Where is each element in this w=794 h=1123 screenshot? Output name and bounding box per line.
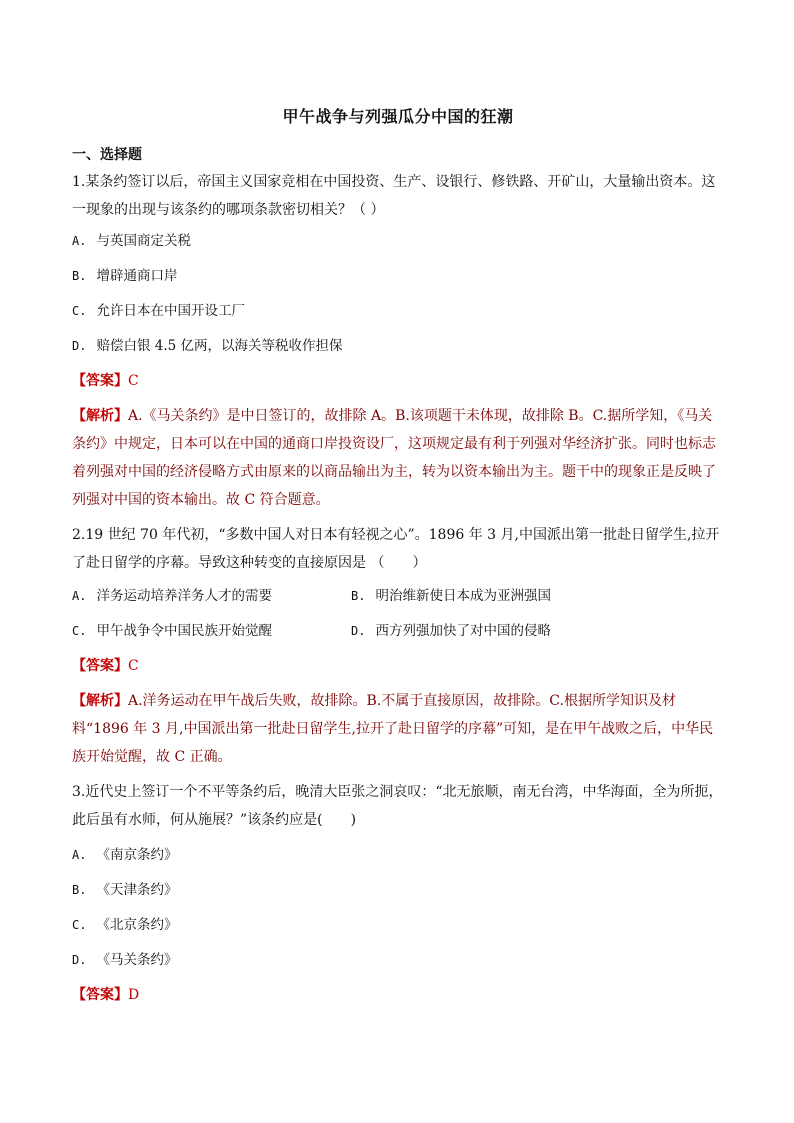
option-key: C.: [72, 624, 87, 638]
explanation-text: A.洋务运动在甲午战后失败，故排除。B.不属于直接原因，故排除。C.根据所学知识及材料“1896 年 3 月,中国派出第一批赴日留学生,拉开了赴日留学的序幕”可知，是在甲午战败之后，中华民族开始觉醒，故 C 正确。: [72, 693, 714, 765]
question-1-explanation: [72, 402, 724, 514]
option-key: B.: [72, 269, 87, 283]
option-key: B.: [351, 589, 366, 603]
answer-label: 【答案】: [72, 373, 128, 389]
option-text: 《马关条约》: [96, 952, 178, 968]
option-text: 甲午战争令中国民族开始觉醒: [96, 623, 272, 639]
option-text: 西方列强加快了对中国的侵略: [375, 623, 551, 639]
explanation-label: 【解析】: [72, 408, 128, 424]
question-3-answer: [72, 985, 139, 1005]
option-text: 《北京条约》: [96, 917, 178, 933]
answer-value: D: [128, 987, 140, 1003]
question-1-answer: [72, 371, 139, 391]
question-3-stem: 3.近代史上签订一个不平等条约后，晚清大臣张之洞哀叹：“北无旅顺，南无台湾，中华海面，全为所扼，此后虽有水师，何从施展？”该条约应是( ): [72, 784, 723, 828]
option-text: 《天津条约》: [96, 882, 178, 898]
answer-value: C: [128, 373, 139, 389]
option-key: A.: [72, 234, 87, 248]
option-text: 洋务运动培养洋务人才的需要: [96, 588, 272, 604]
question-2-answer: [72, 656, 139, 676]
answer-label: 【答案】: [72, 658, 128, 674]
option-key: A.: [72, 848, 87, 862]
question-3-option-d: [72, 950, 177, 970]
option-text: 赔偿白银 4.5 亿两，以海关等税收作担保: [96, 338, 343, 354]
question-1-option-b: [72, 266, 177, 286]
question-2-option-a: [72, 586, 272, 606]
question-2-option-b: [351, 586, 551, 606]
question-2-stem: 2.19 世纪 70 年代初，“多数中国人对日本有轻视之心”。1896 年 3 月,中国派出第一批赴日留学生,拉开了赴日留学的序幕。导致这种转变的直接原因是 （ ）: [72, 527, 720, 571]
question-2-explanation: [72, 687, 724, 771]
question-1-option-d: [72, 336, 343, 356]
option-text: 《南京条约》: [96, 847, 178, 863]
section-heading: 一、选择题: [72, 147, 142, 163]
option-key: D.: [72, 339, 87, 353]
option-text: 增辟通商口岸: [96, 268, 178, 284]
question-1-stem: 1.某条约签订以后，帝国主义国家竞相在中国投资、生产、设银行、修铁路、开矿山，大量输出资本。这一现象的出现与该条约的哪项条款密切相关？（ ）: [72, 174, 716, 218]
question-3-option-b: [72, 880, 177, 900]
answer-value: C: [128, 658, 139, 674]
page-title: 甲午战争与列强瓜分中国的狂潮: [282, 107, 514, 126]
option-text: 明治维新使日本成为亚洲强国: [375, 588, 551, 604]
answer-label: 【答案】: [72, 987, 128, 1003]
question-2-option-c: [72, 621, 272, 641]
question-3-option-c: [72, 915, 177, 935]
question-1-option-c: [72, 301, 245, 321]
explanation-text: A.《马关条约》是中日签订的，故排除 A。B.该项题干未体现，故排除 B。C.据所学知，《马关条约》中规定，日本可以在中国的通商口岸投资设厂，这项规定最有利于列强对华经济扩张。同时也标志着列强对中国的经济侵略方式由原来的以商品输出为主，转为以资本输出为主。题干中的现象正是反映了列强对中国的资本输出。故 C 符合题意。: [72, 408, 716, 508]
question-1-option-a: [72, 231, 191, 251]
option-key: C.: [72, 918, 87, 932]
option-text: 与英国商定关税: [96, 233, 191, 249]
question-2-option-d: [351, 621, 551, 641]
option-key: D.: [72, 953, 87, 967]
option-key: A.: [72, 589, 87, 603]
explanation-label: 【解析】: [72, 693, 128, 709]
option-key: D.: [351, 624, 366, 638]
option-text: 允许日本在中国开设工厂: [96, 303, 245, 319]
option-key: B.: [72, 883, 87, 897]
option-key: C.: [72, 304, 87, 318]
question-3-option-a: [72, 845, 177, 865]
